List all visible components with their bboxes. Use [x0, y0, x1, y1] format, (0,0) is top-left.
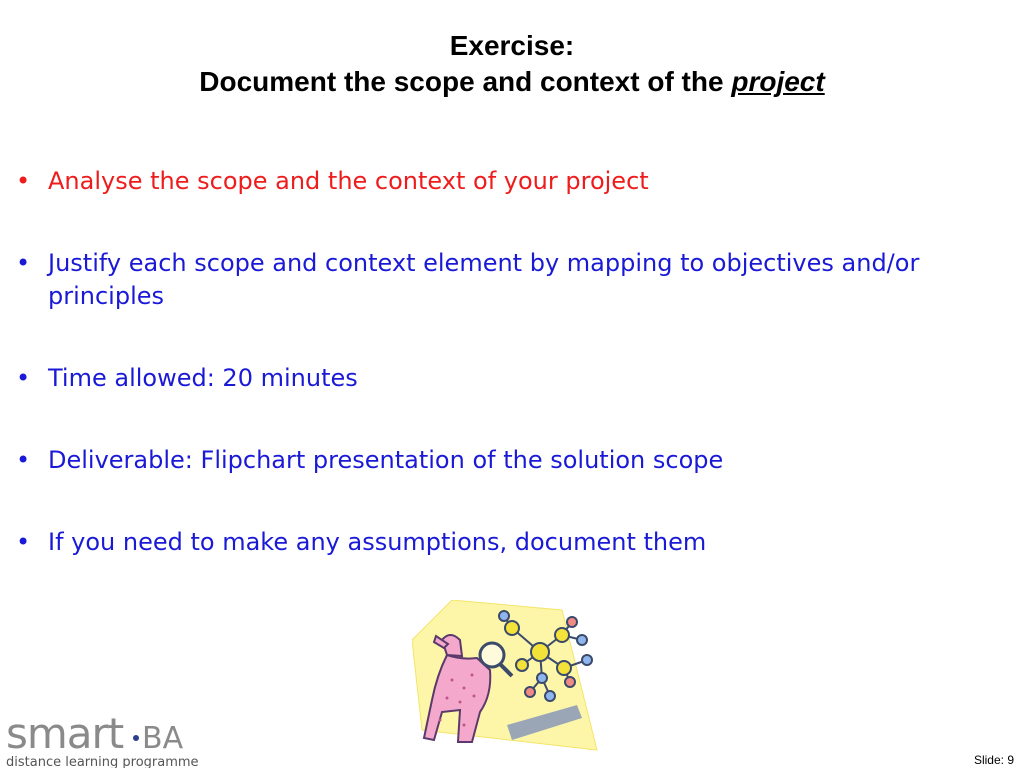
bullet-text: Deliverable: Flipchart presentation of the solution scope: [48, 446, 724, 474]
bullet-icon: •: [16, 446, 31, 474]
slide-number: Slide: 9: [973, 753, 1014, 767]
title-emphasis-text: project: [731, 66, 825, 97]
bullet-text: Analyse the scope and the context of your project: [48, 167, 649, 195]
smartba-logo: [6, 708, 206, 768]
bullet-item-assumptions: [16, 526, 1006, 559]
svg-text:distance learning programme: distance learning programme: [6, 755, 199, 768]
title-line-2: [0, 64, 1024, 100]
bullet-icon: •: [16, 528, 31, 556]
bullet-text: Justify each scope and context element by mapping to objectives and/or principles: [48, 249, 920, 310]
bullet-item-deliverable: [16, 444, 1006, 477]
svg-text:smart: smart: [6, 709, 124, 758]
scientist-molecule-icon: [412, 600, 602, 760]
bullet-text: Time allowed: 20 minutes: [48, 364, 358, 392]
bullet-item-justify: [16, 247, 1006, 313]
bullet-icon: •: [16, 167, 31, 195]
title-main-text: Document the scope and context of the: [199, 66, 732, 97]
bullet-icon: •: [16, 249, 31, 277]
bullet-item-analyse: [16, 165, 1006, 198]
bullet-item-time: [16, 362, 1006, 395]
title-line-1: Exercise:: [449, 30, 575, 61]
slide-title: [0, 28, 1024, 100]
svg-text:BA: BA: [142, 721, 184, 756]
bullet-text: If you need to make any assumptions, document them: [48, 528, 707, 556]
bullet-list: [16, 165, 1006, 608]
bullet-icon: •: [16, 364, 31, 392]
